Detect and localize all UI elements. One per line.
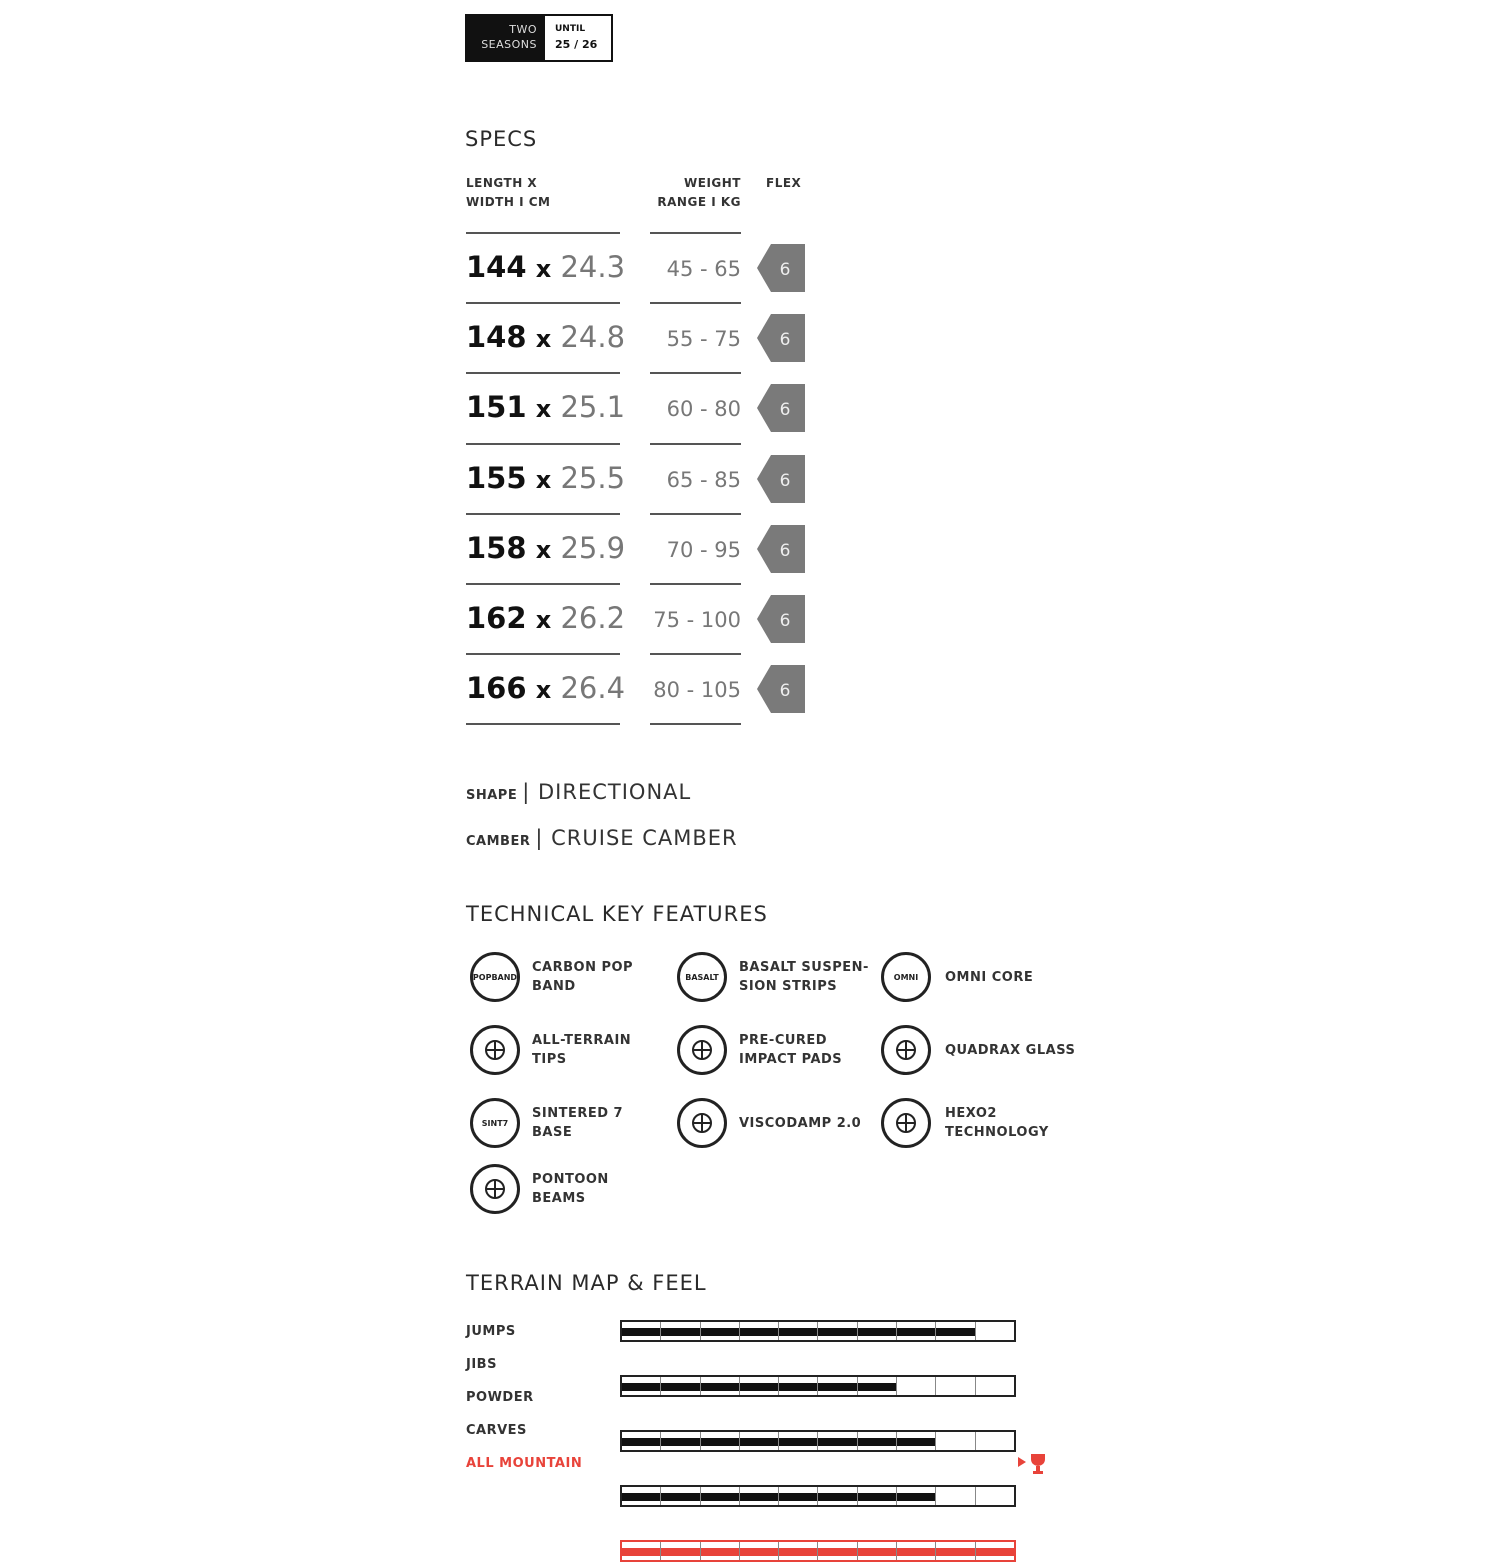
spec-length: 158 [466, 530, 527, 565]
feature-icon-text: OMNI [893, 972, 919, 982]
omni-core-icon [881, 952, 931, 1002]
row-rule-size [466, 583, 620, 585]
row-rule-weight [650, 232, 741, 234]
badge-right-line2: 25 / 26 [555, 38, 598, 51]
spec-width: 25.5 [560, 460, 626, 495]
row-rule-weight [650, 372, 741, 374]
spec-length: 144 [466, 250, 527, 284]
flex-badge [757, 384, 805, 432]
row-rule-weight [650, 302, 741, 304]
spec-weight: 45 - 65 [666, 257, 741, 281]
spec-width: 24.8 [560, 320, 626, 355]
spec-weight: 55 - 75 [666, 327, 741, 352]
spec-length: 166 [466, 671, 527, 706]
terrain-bar-tick [976, 1377, 1014, 1395]
shape-value: DIRECTIONAL [538, 780, 692, 804]
spec-size [466, 252, 625, 284]
all-terrain-tips-icon [470, 1025, 520, 1075]
terrain-bar [620, 1375, 1016, 1397]
camber-sep: | [535, 826, 552, 850]
row-rule-weight [650, 723, 741, 725]
terrain-bar [620, 1430, 1016, 1452]
spec-size [466, 392, 625, 424]
terrain-bar-fill [622, 1383, 896, 1391]
row-rule-size [466, 232, 620, 234]
terrain-bar [620, 1320, 1016, 1342]
shape-sep: | [522, 780, 539, 804]
terrain-bar-tick [976, 1487, 1014, 1505]
pontoon-beams-icon [470, 1164, 520, 1214]
flex-value: 6 [779, 540, 791, 561]
row-rule-size [466, 723, 620, 725]
badge-left-line2: SEASONS [481, 38, 537, 51]
camber-value: CRUISE CAMBER [551, 826, 738, 850]
feature-label: QUADRAX GLASS [945, 1043, 1076, 1058]
spec-length: 155 [466, 460, 527, 495]
terrain-bar [620, 1540, 1016, 1562]
terrain-bar-tick [936, 1487, 975, 1505]
col-flex-header: FLEX [766, 176, 802, 190]
season-badge [465, 14, 613, 62]
spec-width: 25.9 [560, 530, 626, 565]
features-title: TECHNICAL KEY FEATURES [466, 902, 768, 926]
flex-value: 6 [779, 400, 791, 421]
row-rule-weight [650, 653, 741, 655]
feature-label: OMNI CORE [945, 970, 1034, 985]
feature-icon-text: BASALT [685, 972, 719, 982]
row-rule-size [466, 302, 620, 304]
terrain-bar-tick [936, 1432, 975, 1450]
spec-weight: 75 - 100 [653, 608, 741, 632]
spec-width: 26.4 [560, 671, 626, 706]
terrain-bar-tick [976, 1322, 1014, 1340]
flex-badge [757, 244, 805, 292]
feature-label: SINTERED 7 BASE [532, 1106, 624, 1140]
viscodamp-icon [677, 1098, 727, 1148]
flex-value: 6 [779, 681, 791, 702]
terrain-bar [620, 1485, 1016, 1507]
shape-row [466, 780, 691, 804]
flex-badge [757, 665, 805, 713]
flex-badge [757, 455, 805, 503]
spec-weight: 60 - 80 [666, 397, 741, 422]
feature-label: PRE-CURED IMPACT PADS [739, 1033, 843, 1067]
terrain-label: JIBS [466, 1357, 497, 1372]
badge-left [467, 16, 545, 60]
col-size-line1: LENGTH X [466, 176, 538, 190]
row-rule-size [466, 513, 620, 515]
flex-value: 6 [779, 260, 791, 280]
camber-row [466, 826, 738, 850]
terrain-bar-tick [976, 1432, 1014, 1450]
terrain-bar-fill [622, 1548, 1014, 1556]
spec-length: 162 [466, 601, 527, 635]
flex-value: 6 [779, 611, 791, 631]
spec-length: 148 [466, 320, 527, 355]
badge-right [545, 16, 611, 60]
terrain-bar-tick [936, 1377, 975, 1395]
row-rule-weight [650, 583, 741, 585]
terrain-bar-fill [622, 1493, 936, 1501]
row-rule-size [466, 653, 620, 655]
col-weight-line1: WEIGHT [684, 176, 741, 190]
terrain-title: TERRAIN MAP & FEEL [466, 1271, 707, 1295]
row-rule-weight [650, 443, 741, 445]
spec-x: x [535, 395, 552, 424]
spec-size [466, 322, 625, 354]
terrain-label: POWDER [466, 1390, 534, 1405]
spec-x: x [535, 535, 552, 564]
quadrax-glass-icon [881, 1025, 931, 1075]
badge-right-line1: UNTIL [555, 24, 586, 34]
basalt-suspension-icon [677, 952, 727, 1002]
row-rule-size [466, 372, 620, 374]
flex-value: 6 [779, 330, 791, 351]
spec-width: 25.1 [560, 390, 626, 425]
spec-size [466, 460, 626, 495]
row-rule-weight [650, 513, 741, 515]
col-size-header [466, 174, 550, 212]
col-weight-line2: RANGE I KG [657, 195, 741, 209]
spec-x: x [535, 255, 552, 283]
spec-x: x [535, 325, 552, 354]
spec-weight: 65 - 85 [666, 467, 741, 492]
col-size-line2: WIDTH I CM [466, 195, 551, 209]
badge-left-line1: TWO [509, 23, 537, 36]
spec-length: 151 [466, 390, 527, 425]
feature-label: CARBON POP BAND [532, 960, 634, 994]
feature-label: PONTOON BEAMS [532, 1172, 609, 1206]
spec-x: x [535, 676, 552, 705]
terrain-label: JUMPS [466, 1324, 516, 1339]
feature-label: VISCODAMP 2.0 [739, 1116, 862, 1131]
feature-label: ALL-TERRAIN TIPS [532, 1033, 632, 1067]
flex-badge [757, 525, 805, 573]
spec-width: 24.3 [560, 250, 626, 284]
flex-value: 6 [779, 470, 791, 491]
terrain-bar-fill [622, 1328, 975, 1336]
spec-size [466, 673, 625, 705]
sintered-base-icon [470, 1098, 520, 1148]
spec-width: 26.2 [560, 601, 626, 635]
spec-weight: 80 - 105 [653, 678, 741, 703]
spec-x: x [535, 606, 552, 634]
flex-badge [757, 314, 805, 362]
terrain-label: CARVES [466, 1423, 527, 1438]
terrain-label: ALL MOUNTAIN [466, 1456, 583, 1471]
spec-x: x [535, 465, 552, 494]
camber-key: CAMBER [466, 834, 531, 849]
feature-label: HEXO2 TECHNOLOGY [945, 1106, 1049, 1140]
trophy-icon [1018, 1451, 1048, 1477]
feature-label: BASALT SUSPEN- SION STRIPS [739, 960, 869, 994]
flex-badge [757, 595, 805, 643]
impact-pads-icon [677, 1025, 727, 1075]
spec-size [466, 603, 625, 635]
row-rule-size [466, 443, 620, 445]
col-weight-header [641, 174, 741, 212]
terrain-bar-tick [897, 1377, 936, 1395]
specs-title: SPECS [465, 127, 538, 151]
spec-size [466, 530, 626, 565]
carbon-pop-band-icon [470, 952, 520, 1002]
terrain-bar-fill [622, 1438, 936, 1446]
spec-weight: 70 - 95 [666, 537, 741, 562]
feature-icon-text: SINT7 [481, 1118, 509, 1128]
shape-key: SHAPE [466, 788, 518, 803]
hexo2-icon [881, 1098, 931, 1148]
feature-icon-text: POPBAND [472, 972, 518, 982]
